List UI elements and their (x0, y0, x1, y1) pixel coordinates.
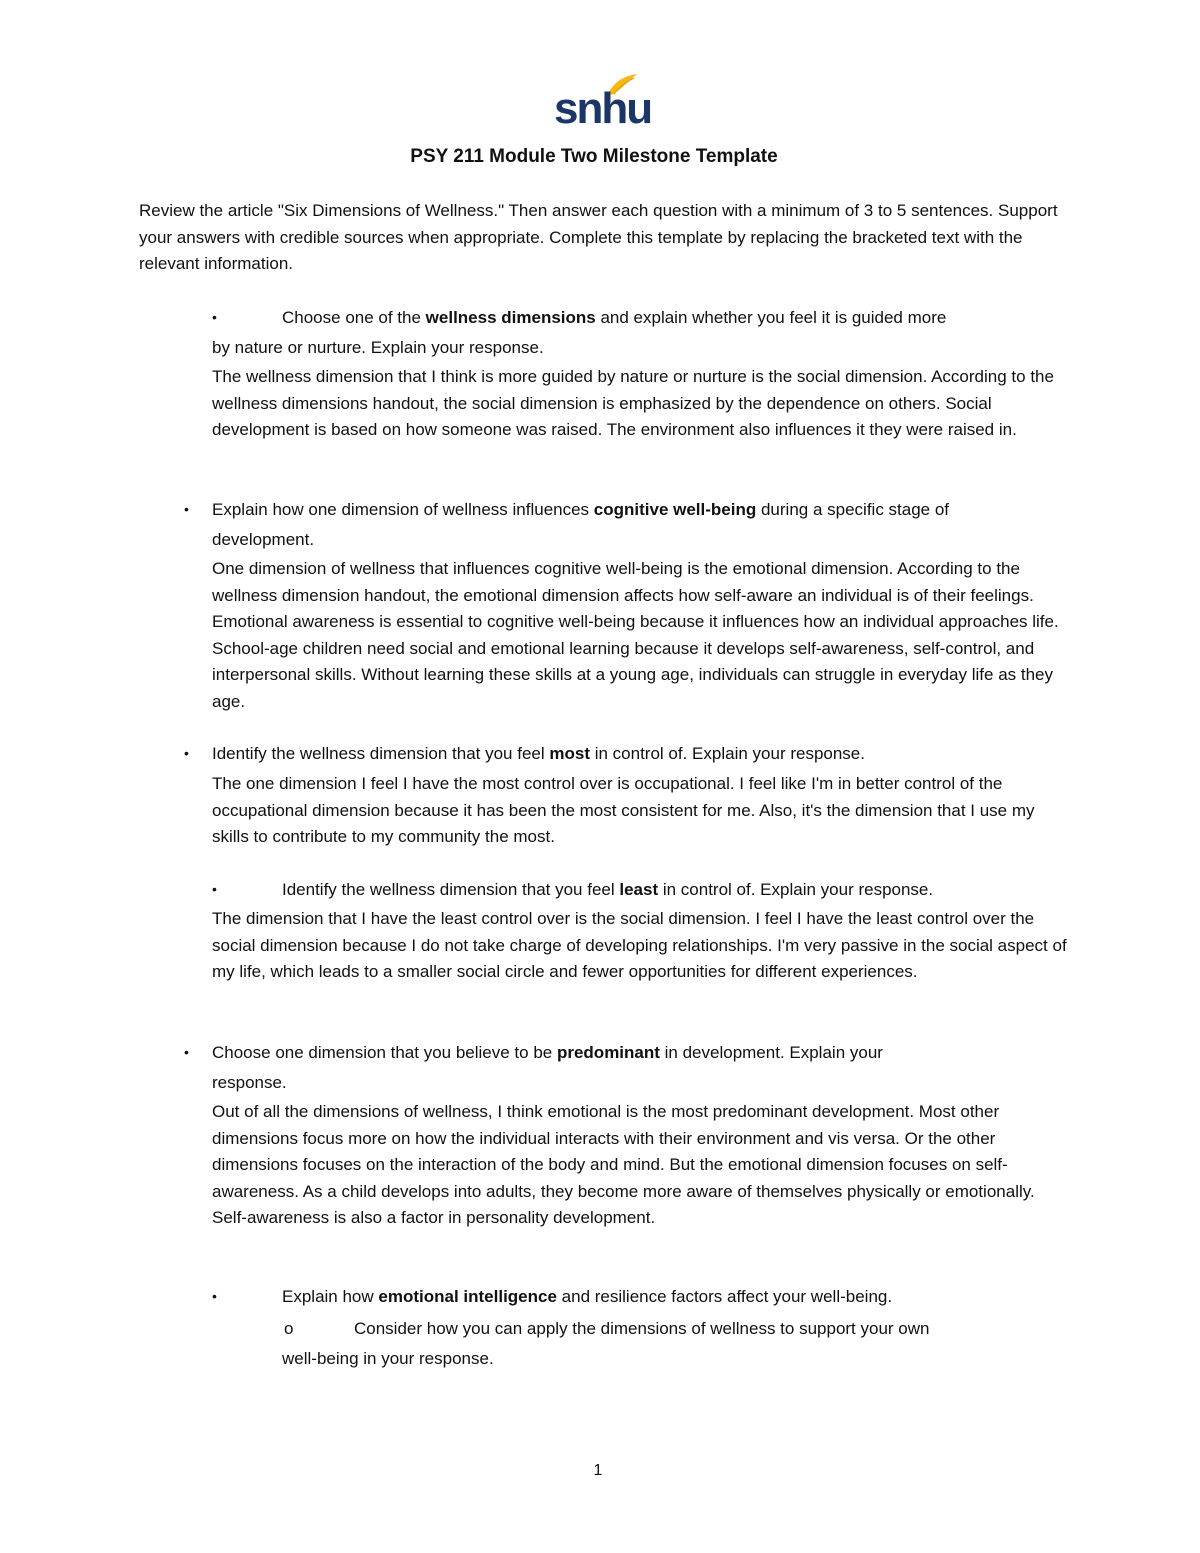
sub-bullet-marker: o (284, 1319, 294, 1338)
answer-3: The one dimension I feel I have the most control over is occupational. I feel like I'm in better control of the occupational dimension because it has been the most consistent for me. Also, it's the dimension that I use my skills to contribute to my community the most. (212, 774, 1035, 846)
answer-5: Out of all the dimensions of wellness, I think emotional is the most predominant development. Most other dimensions focus more on how the individual interacts with their environment and vis versa. Or the other dimensions focuses on the interaction of the body and mind. But the emotional dimension focuses on self-awareness. As a child develops into adults, they become more aware of themselves physically or emotionally. Self-awareness is also a factor in personality development. (212, 1102, 1035, 1227)
bullet-marker: • (212, 1288, 217, 1304)
page-number: 1 (593, 1462, 603, 1479)
bullet-marker: • (184, 745, 189, 761)
question-3-line: Identify the wellness dimension that you feel most in control of. Explain your response. (212, 744, 865, 763)
bullet-marker: • (212, 309, 217, 325)
question-2-continuation: development. (212, 530, 315, 549)
logo-wordmark: snhu (554, 84, 652, 133)
answer-1: The wellness dimension that I think is more guided by nature or nurture is the social dimension. According to the wellness dimensions handout, the social dimension is emphasized by the dependence on others. Social development is based on how someone was raised. The environment also influences it they were raised in. (212, 367, 1054, 439)
question-6-line: Explain how emotional intelligence and resilience factors affect your well-being. (282, 1287, 893, 1306)
answer-2: One dimension of wellness that influences cognitive well-being is the emotional dimension. According to the wellness dimension handout, the emotional dimension affects how self-aware an individual is of their feelings. Emotional awareness is essential to cognitive well-being because it influences how an individual approaches life. School-age children need social and emotional learning because it develops self-awareness, self-control, and interpersonal skills. Without learning these skills at a young age, individuals can struggle in everyday life as they age. (212, 559, 1059, 711)
bullet-marker: • (184, 1044, 189, 1060)
question-2-line: Explain how one dimension of wellness influences cognitive well-being during a specific stage of (212, 500, 950, 519)
question-1-continuation: by nature or nurture. Explain your response. (212, 338, 544, 357)
snhu-logo (554, 72, 652, 133)
question-5-line: Choose one dimension that you believe to be predominant in development. Explain your (212, 1043, 883, 1062)
question-1-line: Choose one of the wellness dimensions and explain whether you feel it is guided more (282, 308, 947, 327)
question-6-sub-continuation: well-being in your response. (282, 1349, 494, 1368)
instructions-paragraph: Review the article "Six Dimensions of Wellness." Then answer each question with a minimum of 3 to 5 sentences. Support your answers with credible sources when appropriate. Complete this template by replacing the bracketed text with the relevant information. (139, 201, 1058, 273)
bullet-marker: • (212, 881, 217, 897)
page-title: PSY 211 Module Two Milestone Template (410, 146, 778, 167)
question-4-line: Identify the wellness dimension that you feel least in control of. Explain your response. (282, 880, 934, 899)
answer-4: The dimension that I have the least control over is the social dimension. I feel I have the least control over the social dimension because I do not take charge of developing relationships. I'm very passive in the social aspect of my life, which leads to a smaller social circle and fewer opportunities for different experiences. (212, 909, 1067, 981)
question-6-sub-line: Consider how you can apply the dimensions of wellness to support your own (354, 1319, 930, 1338)
question-5-continuation: response. (212, 1073, 287, 1092)
bullet-marker: • (184, 501, 189, 517)
